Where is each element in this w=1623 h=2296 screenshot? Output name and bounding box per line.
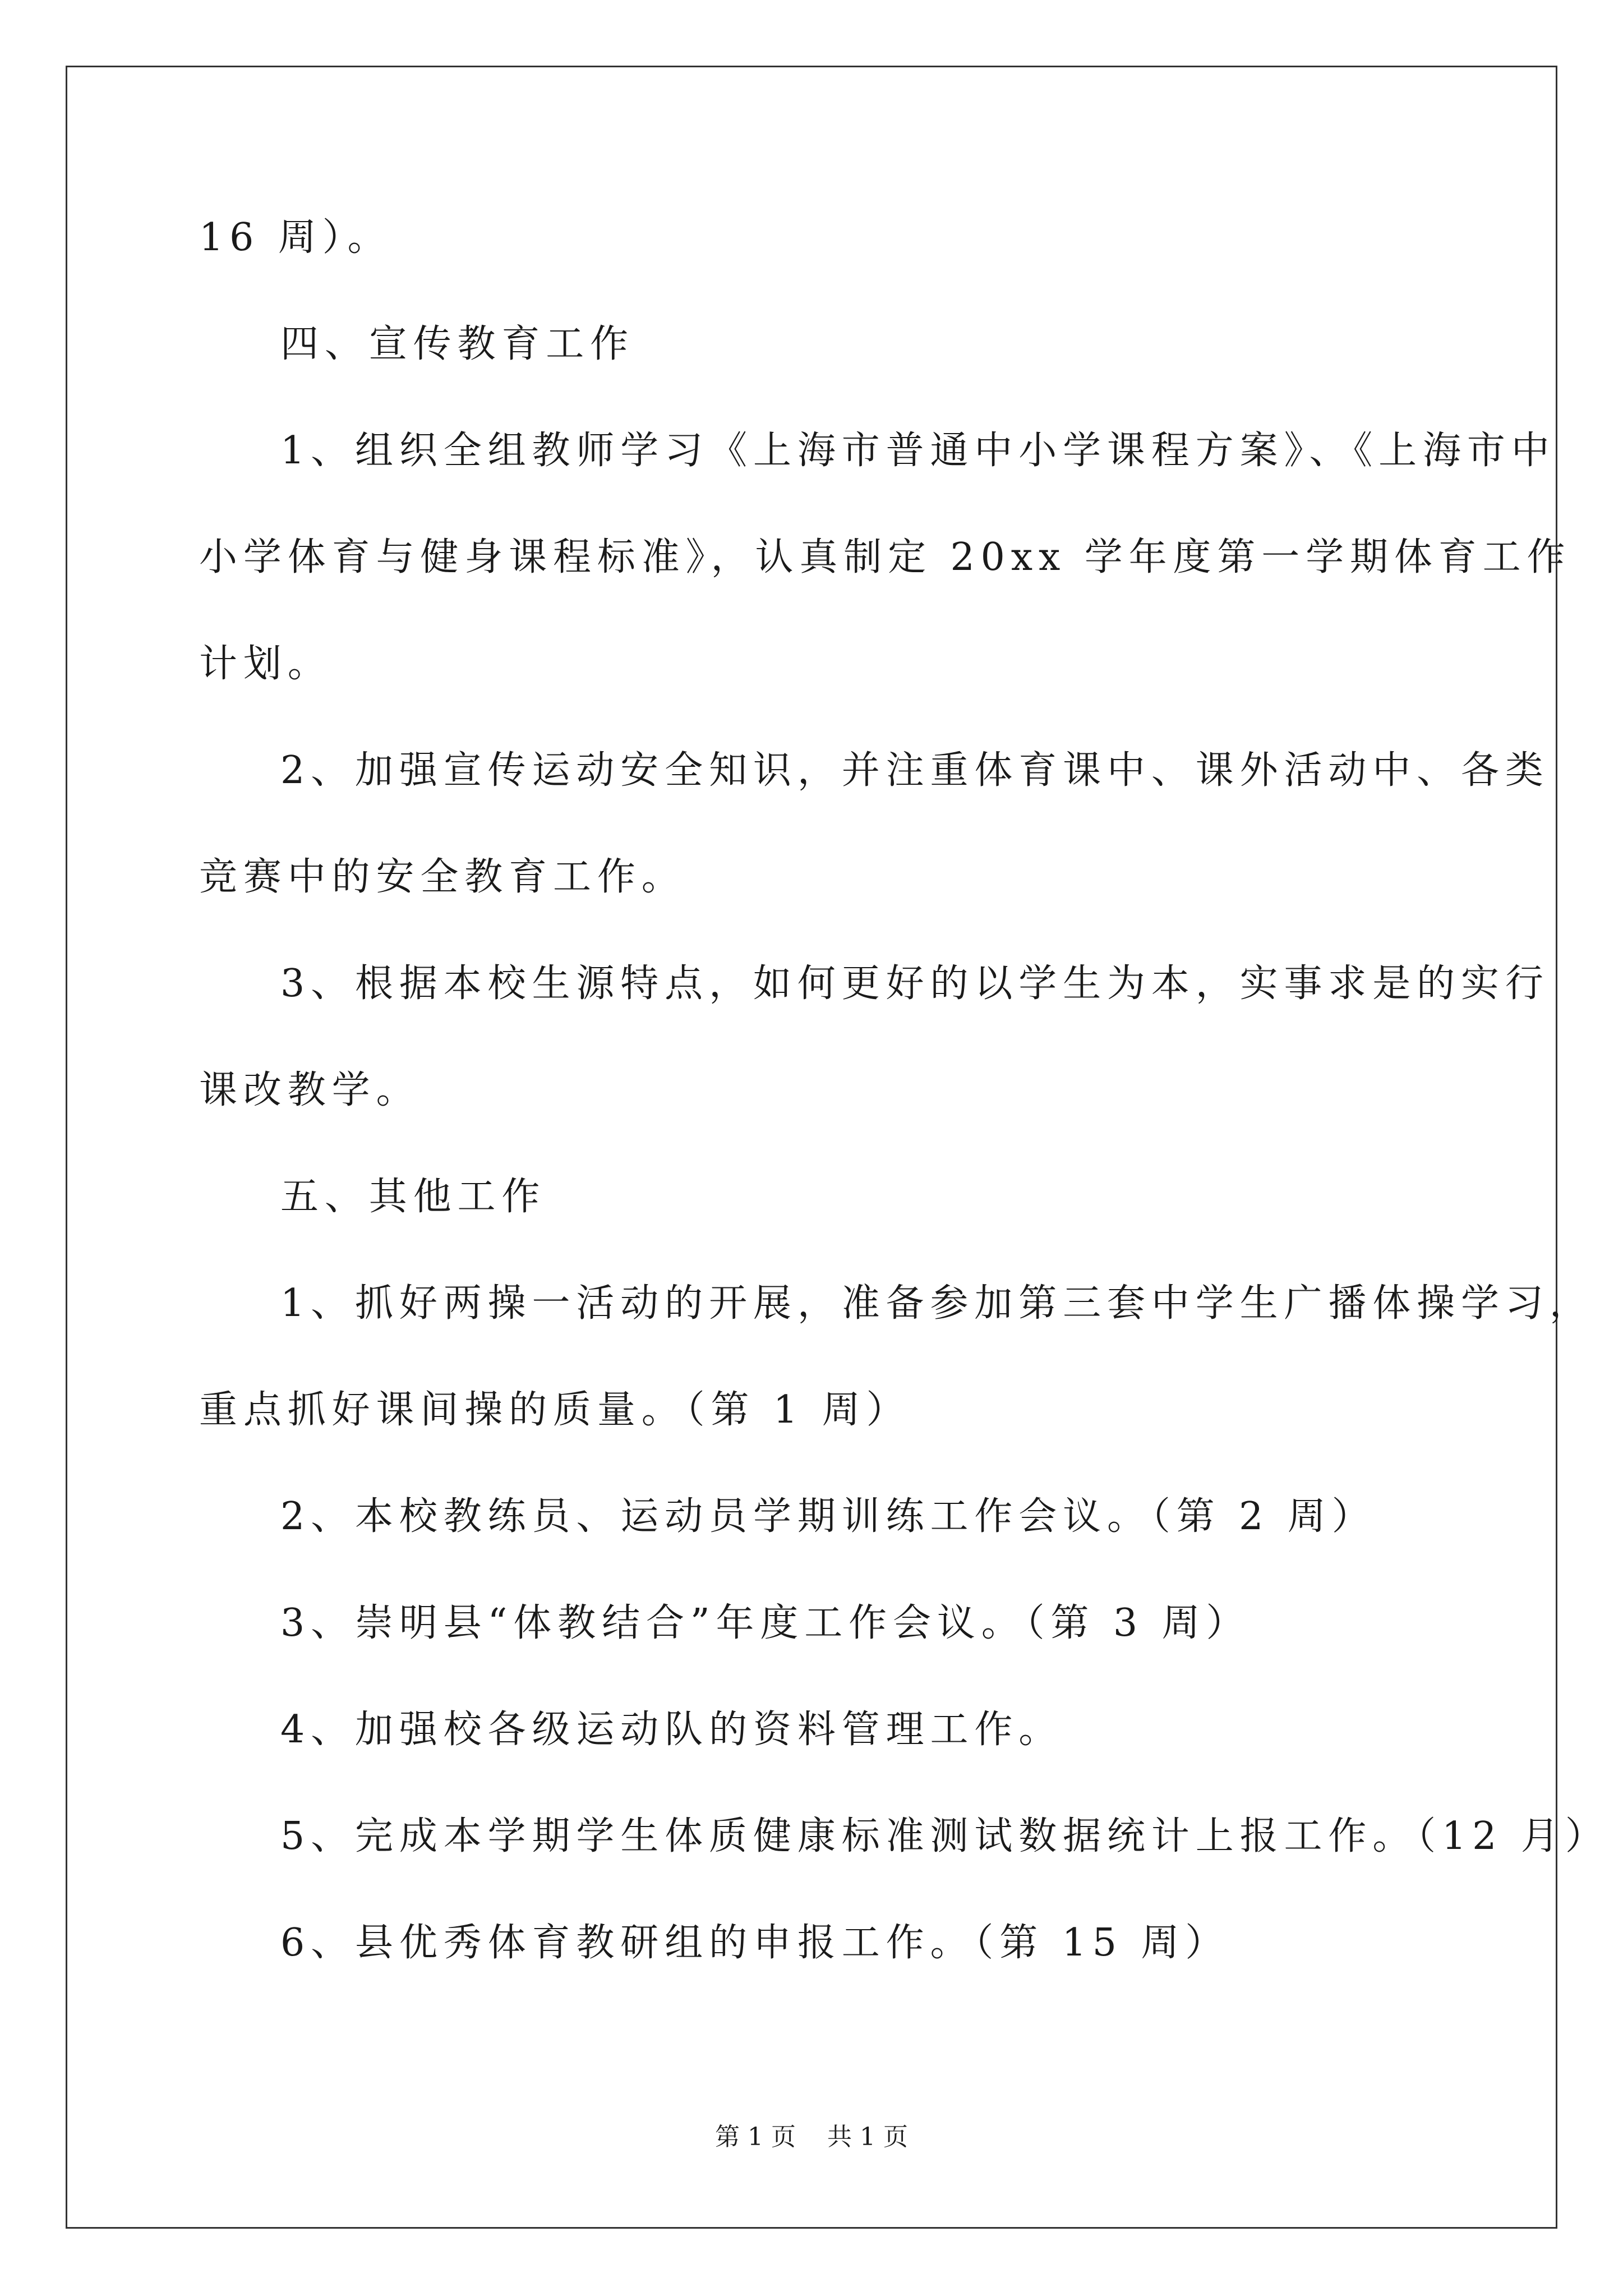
text-line: 课改教学。 bbox=[199, 1068, 421, 1112]
section-heading: 四、宣传教育工作 bbox=[280, 322, 635, 366]
text-line: 6、县优秀体育教研组的申报工作。（第 15 周） bbox=[280, 1921, 1230, 1965]
text-line: 2、加强宣传运动安全知识，并注重体育课中、课外活动中、各类 bbox=[280, 748, 1550, 793]
text-line: 3、根据本校生源特点，如何更好的以学生为本，实事求是的实行 bbox=[280, 961, 1550, 1006]
section-heading: 五、其他工作 bbox=[280, 1175, 546, 1219]
text-line: 2、本校教练员、运动员学期训练工作会议。（第 2 周） bbox=[280, 1494, 1376, 1539]
text-line: 5、完成本学期学生体质健康标准测试数据统计上报工作。（12 月） bbox=[280, 1814, 1610, 1858]
page-number: 第 1 页 bbox=[715, 2123, 796, 2151]
text-line: 竞赛中的安全教育工作。 bbox=[199, 855, 686, 899]
text-line: 重点抓好课间操的质量。（第 1 周） bbox=[199, 1388, 911, 1432]
text-line: 1、抓好两操一活动的开展，准备参加第三套中学生广播体操学习， bbox=[280, 1281, 1594, 1326]
text-line: 1、组织全组教师学习《上海市普通中小学课程方案》、《上海市中 bbox=[280, 429, 1556, 473]
page-border bbox=[66, 66, 1557, 2229]
text-line: 小学体育与健身课程标准》，认真制定 20xx 学年度第一学期体育工作 bbox=[199, 535, 1571, 579]
page-footer bbox=[0, 2125, 1623, 2150]
text-line: 计划。 bbox=[199, 642, 332, 686]
text-line: 4、加强校各级运动队的资料管理工作。 bbox=[280, 1708, 1063, 1752]
text-line: 3、崇明县“体教结合”年度工作会议。（第 3 周） bbox=[280, 1601, 1251, 1645]
page-total: 共 1 页 bbox=[827, 2123, 908, 2151]
text-line: 16 周）。 bbox=[199, 215, 392, 260]
